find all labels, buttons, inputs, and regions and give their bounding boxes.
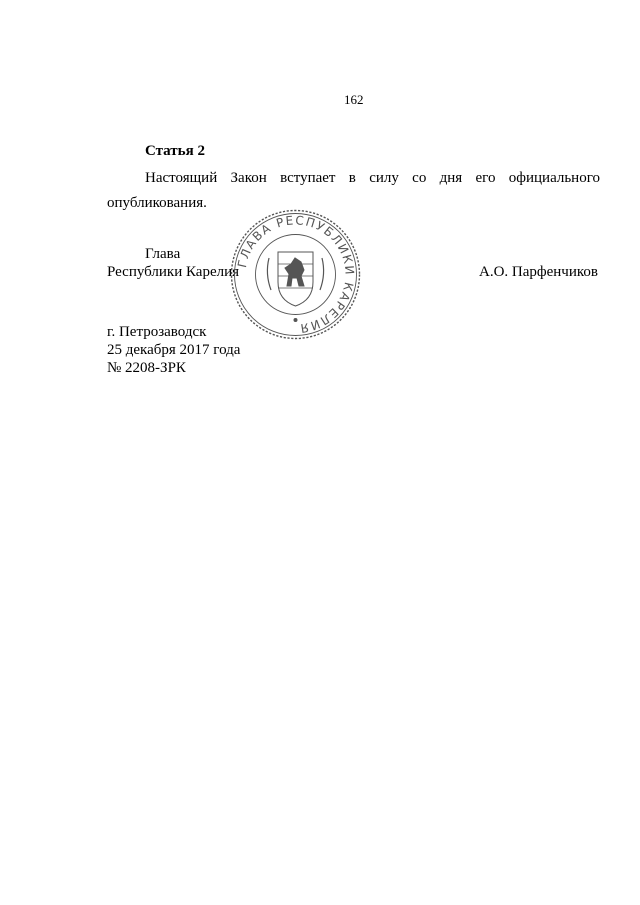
coat-of-arms-icon (267, 252, 323, 322)
article-body-line-2: опубликования. (107, 195, 207, 211)
article-heading: Статья 2 (145, 143, 205, 159)
signing-date: 25 декабря 2017 года (107, 342, 241, 358)
article-body-line-1: Настоящий Закон вступает в силу со дня его официального (145, 170, 600, 186)
page-number: 162 (344, 92, 364, 107)
law-number: № 2208-ЗРК (107, 360, 186, 376)
signer-title-line-2: Республики Карелия (107, 264, 240, 280)
official-seal-stamp (229, 208, 362, 341)
seal-text-path: ГЛАВА РЕСПУБЛИКИ КАРЕЛИЯ (234, 213, 357, 336)
signer-title-line-1: Глава (145, 246, 181, 262)
signing-place: г. Петрозаводск (107, 324, 207, 340)
signer-name: А.О. Парфенчиков (479, 264, 598, 280)
